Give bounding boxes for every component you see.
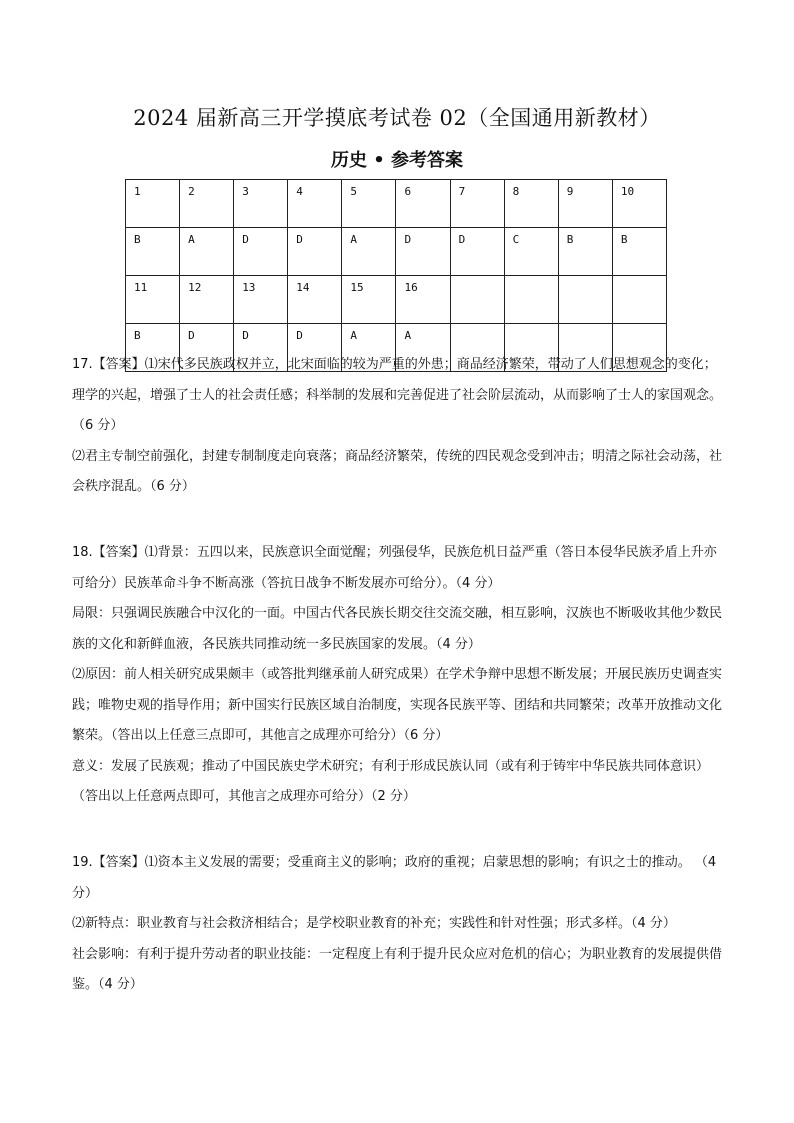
answer-table-cell: 15 (342, 276, 396, 324)
answer-table-cell: 14 (288, 276, 342, 324)
answer-table-cell: 3 (234, 180, 288, 228)
answer-table-row (126, 276, 667, 324)
answer-19-part2: ⑵新特点：职业教育与社会救济相结合；是学校职业教育的补充；实践性和针对性强；形式多样。（4 分） (72, 916, 676, 931)
answer-18 (72, 538, 726, 813)
document-title: 2024 届新高三开学摸底考试卷 02（全国通用新教材） (133, 106, 661, 130)
answer-table-cell: 12 (180, 276, 234, 324)
answer-table-cell (504, 276, 558, 324)
answer-19-label: 19.【答案】 (72, 855, 145, 870)
answer-table-cell: 6 (396, 180, 450, 228)
answer-table-cell: B (612, 228, 666, 276)
answer-table-cell: 4 (288, 180, 342, 228)
answer-table-cell: C (504, 228, 558, 276)
answer-key-table (125, 179, 667, 372)
answer-table-cell: 5 (342, 180, 396, 228)
answer-table-cell: D (180, 324, 234, 372)
answer-table-row (126, 228, 667, 276)
answer-table-cell: 10 (612, 180, 666, 228)
answer-table-cell: 8 (504, 180, 558, 228)
answer-18-part2: 局限：只强调民族融合中汉化的一面。中国古代各民族长期交往交流交融，相互影响，汉族也不断吸收其他少数民族的文化和新鲜血液，各民族共同推动统一多民族国家的发展。（4 分） (72, 606, 723, 652)
answer-17-label: 17.【答案】 (72, 357, 145, 372)
answer-table-cell: 13 (234, 276, 288, 324)
answer-18-label: 18.【答案】 (72, 545, 145, 560)
answer-table-cell: B (126, 324, 180, 372)
answer-table-cell: A (180, 228, 234, 276)
answer-18-part4: 意义：发展了民族观；推动了中国民族史学术研究；有利于形成民族认同（或有利于铸牢中华民族共同体意识）（答出以上任意两点即可，其他言之成理亦可给分）（2 分） (72, 758, 710, 804)
answer-table-cell: D (234, 228, 288, 276)
answer-table-cell (612, 276, 666, 324)
answer-table-cell: A (342, 324, 396, 372)
answer-18-part3: ⑵原因：前人相关研究成果颇丰（或答批判继承前人研究成果）在学术争辩中思想不断发展；开展民族历史调查实践；唯物史观的指导作用；新中国实行民族区域自治制度，实现各民族平等、团结和共同繁荣；改革开放推动文化繁荣。（答出以上任意三点即可，其他言之成理亦可给分）（6 分） (72, 667, 723, 743)
answer-table-cell: D (396, 228, 450, 276)
document-subtitle: 历史 • 参考答案 (330, 150, 464, 171)
answer-table-cell: 2 (180, 180, 234, 228)
answer-19 (72, 848, 726, 1001)
answer-table-cell: D (288, 228, 342, 276)
answer-table-cell: A (342, 228, 396, 276)
answer-table-cell (558, 276, 612, 324)
answer-table-cell: 7 (450, 180, 504, 228)
answer-table-cell (450, 276, 504, 324)
answer-table-cell: A (396, 324, 450, 372)
answer-17 (72, 350, 726, 503)
answer-table-cell: 9 (558, 180, 612, 228)
answer-table-cell: 16 (396, 276, 450, 324)
answer-table-cell: D (450, 228, 504, 276)
answer-17-part2: ⑵君主专制空前强化，封建专制制度走向衰落；商品经济繁荣，传统的四民观念受到冲击；明清之际社会动荡，社会秩序混乱。（6 分） (72, 448, 723, 494)
answer-table-cell: B (126, 228, 180, 276)
answer-table-cell: B (558, 228, 612, 276)
answer-19-part1: 19.【答案】⑴资本主义发展的需要；受重商主义的影响；政府的重视；启蒙思想的影响；有识之士的推动。 （4 分） (72, 855, 717, 901)
answer-table-cell: D (288, 324, 342, 372)
answer-table-row (126, 180, 667, 228)
answer-18-part1: 18.【答案】⑴背景：五四以来，民族意识全面觉醒；列强侵华，民族危机日益严重（答日本侵华民族矛盾上升亦可给分）民族革命斗争不断高涨（答抗日战争不断发展亦可给分）。（4 分） (72, 545, 717, 591)
answer-table-cell: 1 (126, 180, 180, 228)
answer-19-part3: 社会影响：有利于提升劳动者的职业技能：一定程度上有利于提升民众应对危机的信心；为职业教育的发展提供借鉴。（4 分） (72, 946, 723, 992)
answer-table-cell: D (234, 324, 288, 372)
answer-17-part1: 17.【答案】⑴宋代多民族政权并立，北宋面临的较为严重的外患；商品经济繁荣，带动了人们思想观念的变化；理学的兴起，增强了士人的社会责任感；科举制的发展和完善促进了社会阶层流动，从而影响了士人的家国观念。（6 分） (72, 357, 723, 433)
answer-table-cell: 11 (126, 276, 180, 324)
